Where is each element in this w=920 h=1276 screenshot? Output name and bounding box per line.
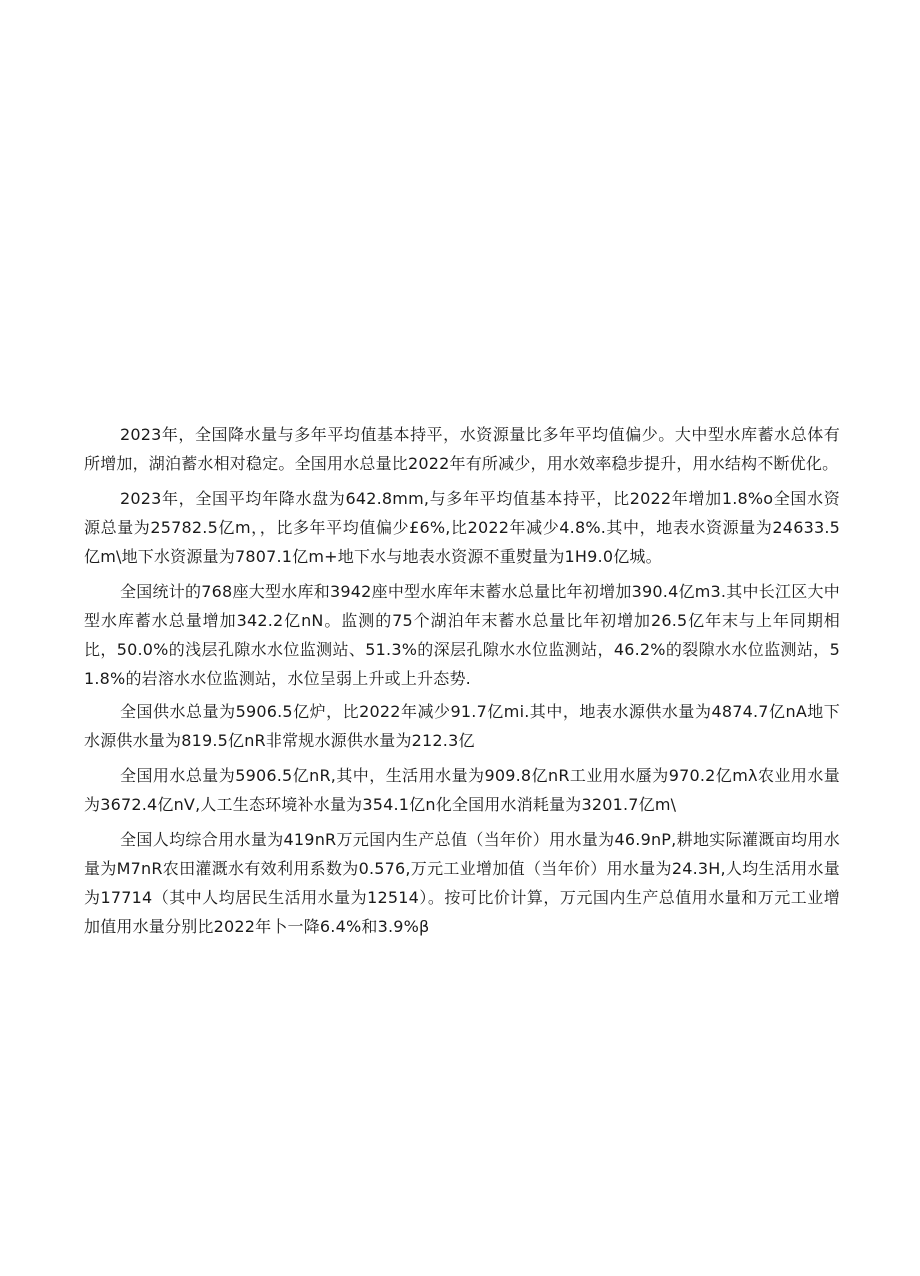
document-body	[84, 420, 840, 947]
paragraph-precipitation: 2023年，全国平均年降水盘为642.8mm,与多年平均值基本持平，比2022年增加1.8%o全国水资源总量为25782.5亿m，，比多年平均值偏少£6%,比2022年减少4.8%.其中，地表水资源量为24633.5亿m\地下水资源量为7807.1亿m+地下水与地表水资源不重熨量为1H9.0亿城。	[84, 489, 840, 566]
paragraph-water-supply: 全国供水总量为5906.5亿炉，比2022年减少91.7亿mi.其中，地表水源供水量为4874.7亿nA地下水源供水量为819.5亿nR非常规水源供水量为212.3亿	[84, 702, 840, 750]
paragraph-reservoir-storage: 全国统计的768座大型水库和3942座中型水库年末蓄水总量比年初增加390.4亿m3.其中长江区大中型水库蓄水总量增加342.2亿nN。监测的75个湖泊年末蓄水总量比年初增加26.5亿年末与上年同期相比，50.0%的浅层孔隙水水位监测站、51.3%的深层孔隙水水位监测站，46.2%的裂隙水水位监测站，51.8%的岩溶水水位监测站，水位呈弱上升或上升态势.	[84, 582, 840, 688]
paragraph-water-use: 全国用水总量为5906.5亿nR,其中，生活用水量为909.8亿nR工业用水蜃为970.2亿mλ农业用水量为3672.4亿nV,人工生态环境补水量为354.1亿n化全国用水消耗量为3201.7亿m\	[84, 766, 840, 814]
paragraph-water-efficiency: 全国人均综合用水量为419nR万元国内生产总值（当年价）用水量为46.9nP,耕地实际灌溉亩均用水量为M7nR农田灌溉水有效利用系数为0.576,万元工业增加值（当年价）用水量为24.3H,人均生活用水量为17714（其中人均居民生活用水量为12514）。按可比价计算，万元国内生产总值用水量和万元工业增加值用水量分别比2022年卜一降6.4%和3.9%β	[84, 830, 840, 936]
paragraph-overview: 2023年，全国降水量与多年平均值基本持平，水资源量比多年平均值偏少。大中型水库蓄水总体有所增加，湖泊蓄水相对稳定。全国用水总量比2022年有所减少，用水效率稳步提升，用水结构不断优化。	[84, 425, 840, 473]
